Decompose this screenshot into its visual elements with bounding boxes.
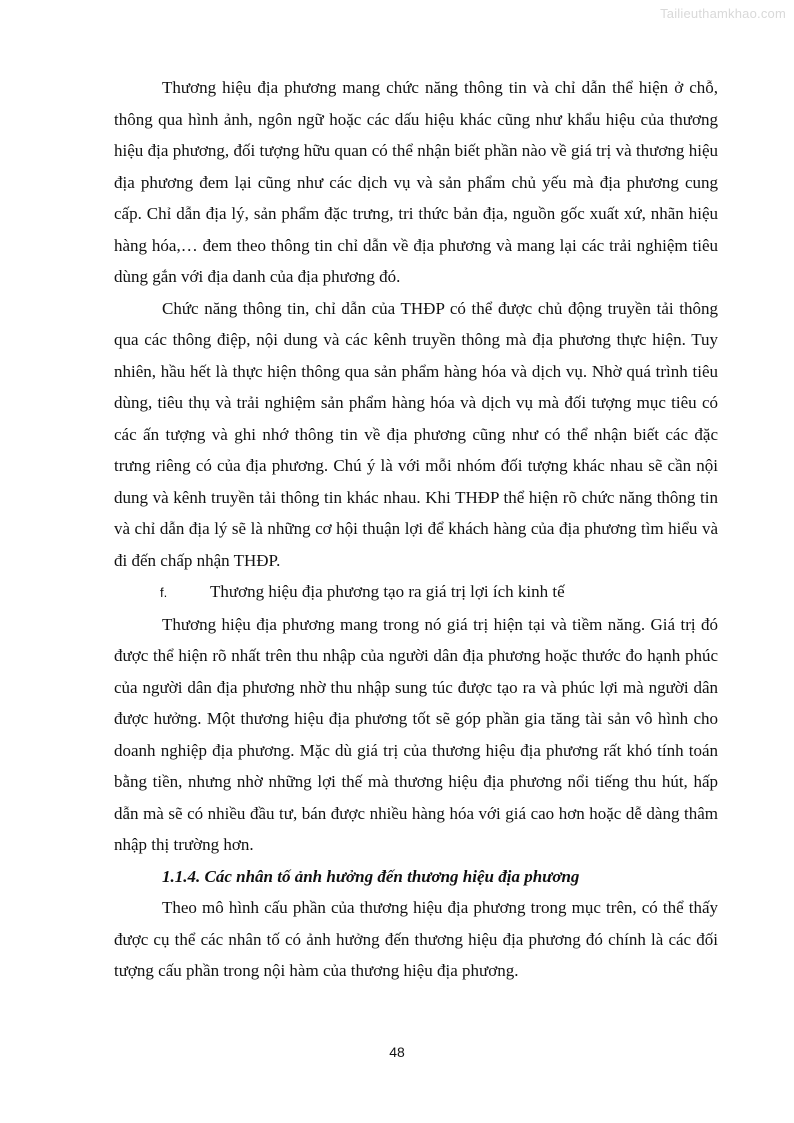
paragraph-factors: Theo mô hình cấu phần của thương hiệu địa phương trong mục trên, có thể thấy được cụ thể các nhân tố có ảnh hưởng đến thương hiệu địa phương đó chính là các đối tượng cấu phần trong nội hàm của thương hiệu địa phương. (114, 898, 718, 980)
paragraph-thdp-information: Chức năng thông tin, chỉ dẫn của THĐP có thể được chủ động truyền tải thông qua các thông điệp, nội dung và các kênh truyền thông mà địa phương thực hiện. Tuy nhiên, hầu hết là thực hiện thông qua sản phẩm hàng hóa và dịch vụ. Nhờ quá trình tiêu dùng, tiêu thụ và trải nghiệm sản phẩm hàng hóa và dịch vụ mà đối tượng mục tiêu có các ấn tượng và ghi nhớ thông tin về địa phương cũng như có thể nhận biết các đặc trưng riêng có của địa phương. Chú ý là với mỗi nhóm đối tượng khác nhau sẽ cần nội dung và kênh truyền tải thông tin khác nhau. Khi THĐP thể hiện rõ chức năng thông tin và chỉ dẫn địa lý sẽ là những cơ hội thuận lợi để khách hàng của địa phương tìm hiểu và đi đến chấp nhận THĐP. (114, 298, 718, 570)
page-number: 48 (389, 1044, 405, 1060)
document-body (114, 72, 718, 987)
list-marker: f. (160, 585, 168, 600)
paragraph-information-function: Thương hiệu địa phương mang chức năng thông tin và chỉ dẫn thể hiện ở chỗ, thông qua hình ảnh, ngôn ngữ hoặc các dấu hiệu khác cũng như khẩu hiệu của thương hiệu địa phương, đối tượng hữu quan có thể nhận biết phần nào về giá trị và thương hiệu địa phương đem lại cũng như các dịch vụ và sản phẩm chủ yếu mà địa phương cung cấp. Chỉ dẫn địa lý, sản phẩm đặc trưng, tri thức bản địa, nguồn gốc xuất xứ, nhãn hiệu hàng hóa,… đem theo thông tin chỉ dẫn về địa phương và mang lại các trải nghiệm tiêu dùng gắn với địa danh của địa phương đó. (114, 78, 718, 286)
list-item-economic-value (114, 576, 718, 609)
paragraph-economic-value: Thương hiệu địa phương mang trong nó giá trị hiện tại và tiềm năng. Giá trị đó được thể hiện rõ nhất trên thu nhập của người dân địa phương hoặc thước đo hạnh phúc của người dân địa phương nhờ thu nhập sung túc được tạo ra và phúc lợi mà người dân được hưởng. Một thương hiệu địa phương tốt sẽ góp phần gia tăng tài sản vô hình cho doanh nghiệp địa phương. Mặc dù giá trị của thương hiệu địa phương rất khó tính toán bằng tiền, nhưng nhờ những lợi thế mà thương hiệu địa phương nổi tiếng thu hút, hấp dẫn mà sẽ có nhiều đầu tư, bán được nhiều hàng hóa với giá cao hơn hoặc dễ dàng thâm nhập thị trường hơn. (114, 614, 718, 854)
list-item-text: Thương hiệu địa phương tạo ra giá trị lợi ích kinh tế (210, 582, 565, 601)
watermark-text: Tailieuthamkhao.com (660, 6, 786, 21)
section-heading: 1.1.4. Các nhân tố ảnh hưởng đến thương hiệu địa phương (162, 866, 580, 886)
